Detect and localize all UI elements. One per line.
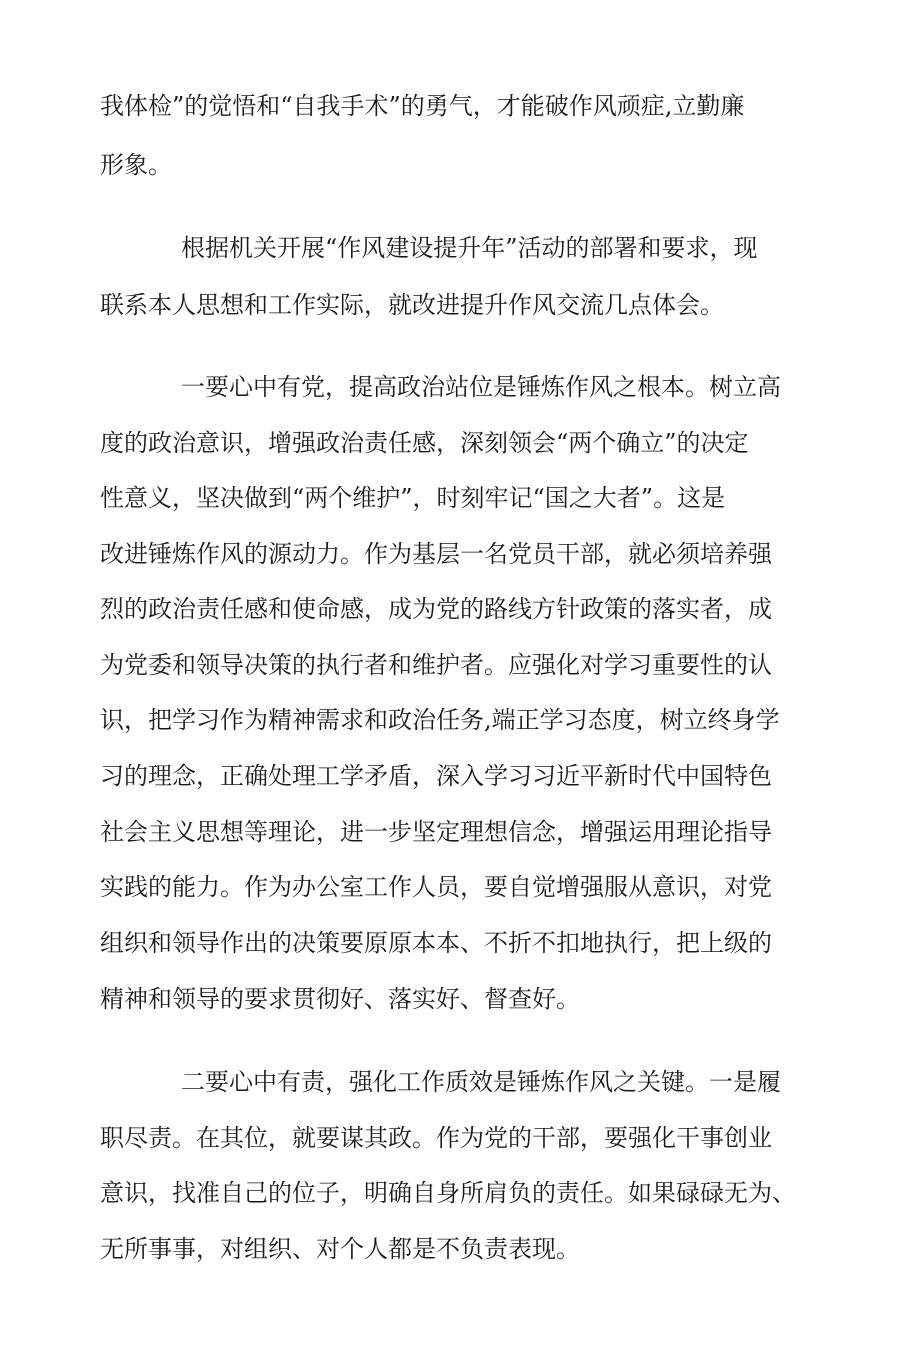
paragraph-line: 二要心中有责，强化工作质效是锤炼作风之关键。一是履 (181, 1068, 781, 1096)
paragraph-line: 意识，找准自己的位子，明确自身所肩负的责任。如果碌碌无为、 (100, 1179, 796, 1207)
paragraph-line: 无所事事，对组织、对个人都是不负责表现。 (100, 1235, 580, 1263)
paragraph-line: 识，把学习作为精神需求和政治任务,端正学习态度，树立终身学 (100, 706, 780, 734)
paragraph-line: 习的理念，正确处理工学矛盾，深入学习习近平新时代中国特色 (100, 762, 772, 790)
paragraph-line: 形象。 (100, 151, 172, 179)
paragraph-line: 根据机关开展“作风建设提升年”活动的部署和要求，现 (181, 234, 758, 262)
paragraph-line: 一要心中有党，提高政治站位是锤炼作风之根本。树立高 (181, 373, 781, 401)
paragraph-line: 精神和领导的要求贯彻好、落实好、督查好。 (100, 985, 580, 1013)
paragraph-line: 实践的能力。作为办公室工作人员，要自觉增强服从意识，对党 (100, 873, 772, 901)
paragraph-line: 烈的政治责任感和使命感，成为党的路线方针政策的落实者，成 (100, 595, 772, 623)
paragraph-line: 职尽责。在其位，就要谋其政。作为党的干部，要强化干事创业 (100, 1124, 772, 1152)
paragraph-line: 社会主义思想等理论，进一步坚定理想信念，增强运用理论指导 (100, 818, 772, 846)
paragraph-line: 组织和领导作出的决策要原原本本、不折不扣地执行，把上级的 (100, 929, 772, 957)
paragraph-line: 度的政治意识，增强政治责任感，深刻领会“两个确立”的决定 (100, 429, 749, 457)
paragraph-line: 改进锤炼作风的源动力。作为基层一名党员干部，就必须培养强 (100, 540, 772, 568)
paragraph-line: 性意义，坚决做到“两个维护”，时刻牢记“国之大者”。这是 (100, 484, 726, 512)
paragraph-line: 我体检”的觉悟和“自我手术”的勇气，才能破作风顽症,立勤廉 (100, 92, 745, 120)
paragraph-line: 联系本人思想和工作实际，就改进提升作风交流几点体会。 (100, 291, 724, 319)
paragraph-line: 为党委和领导决策的执行者和维护者。应强化对学习重要性的认 (100, 651, 772, 679)
